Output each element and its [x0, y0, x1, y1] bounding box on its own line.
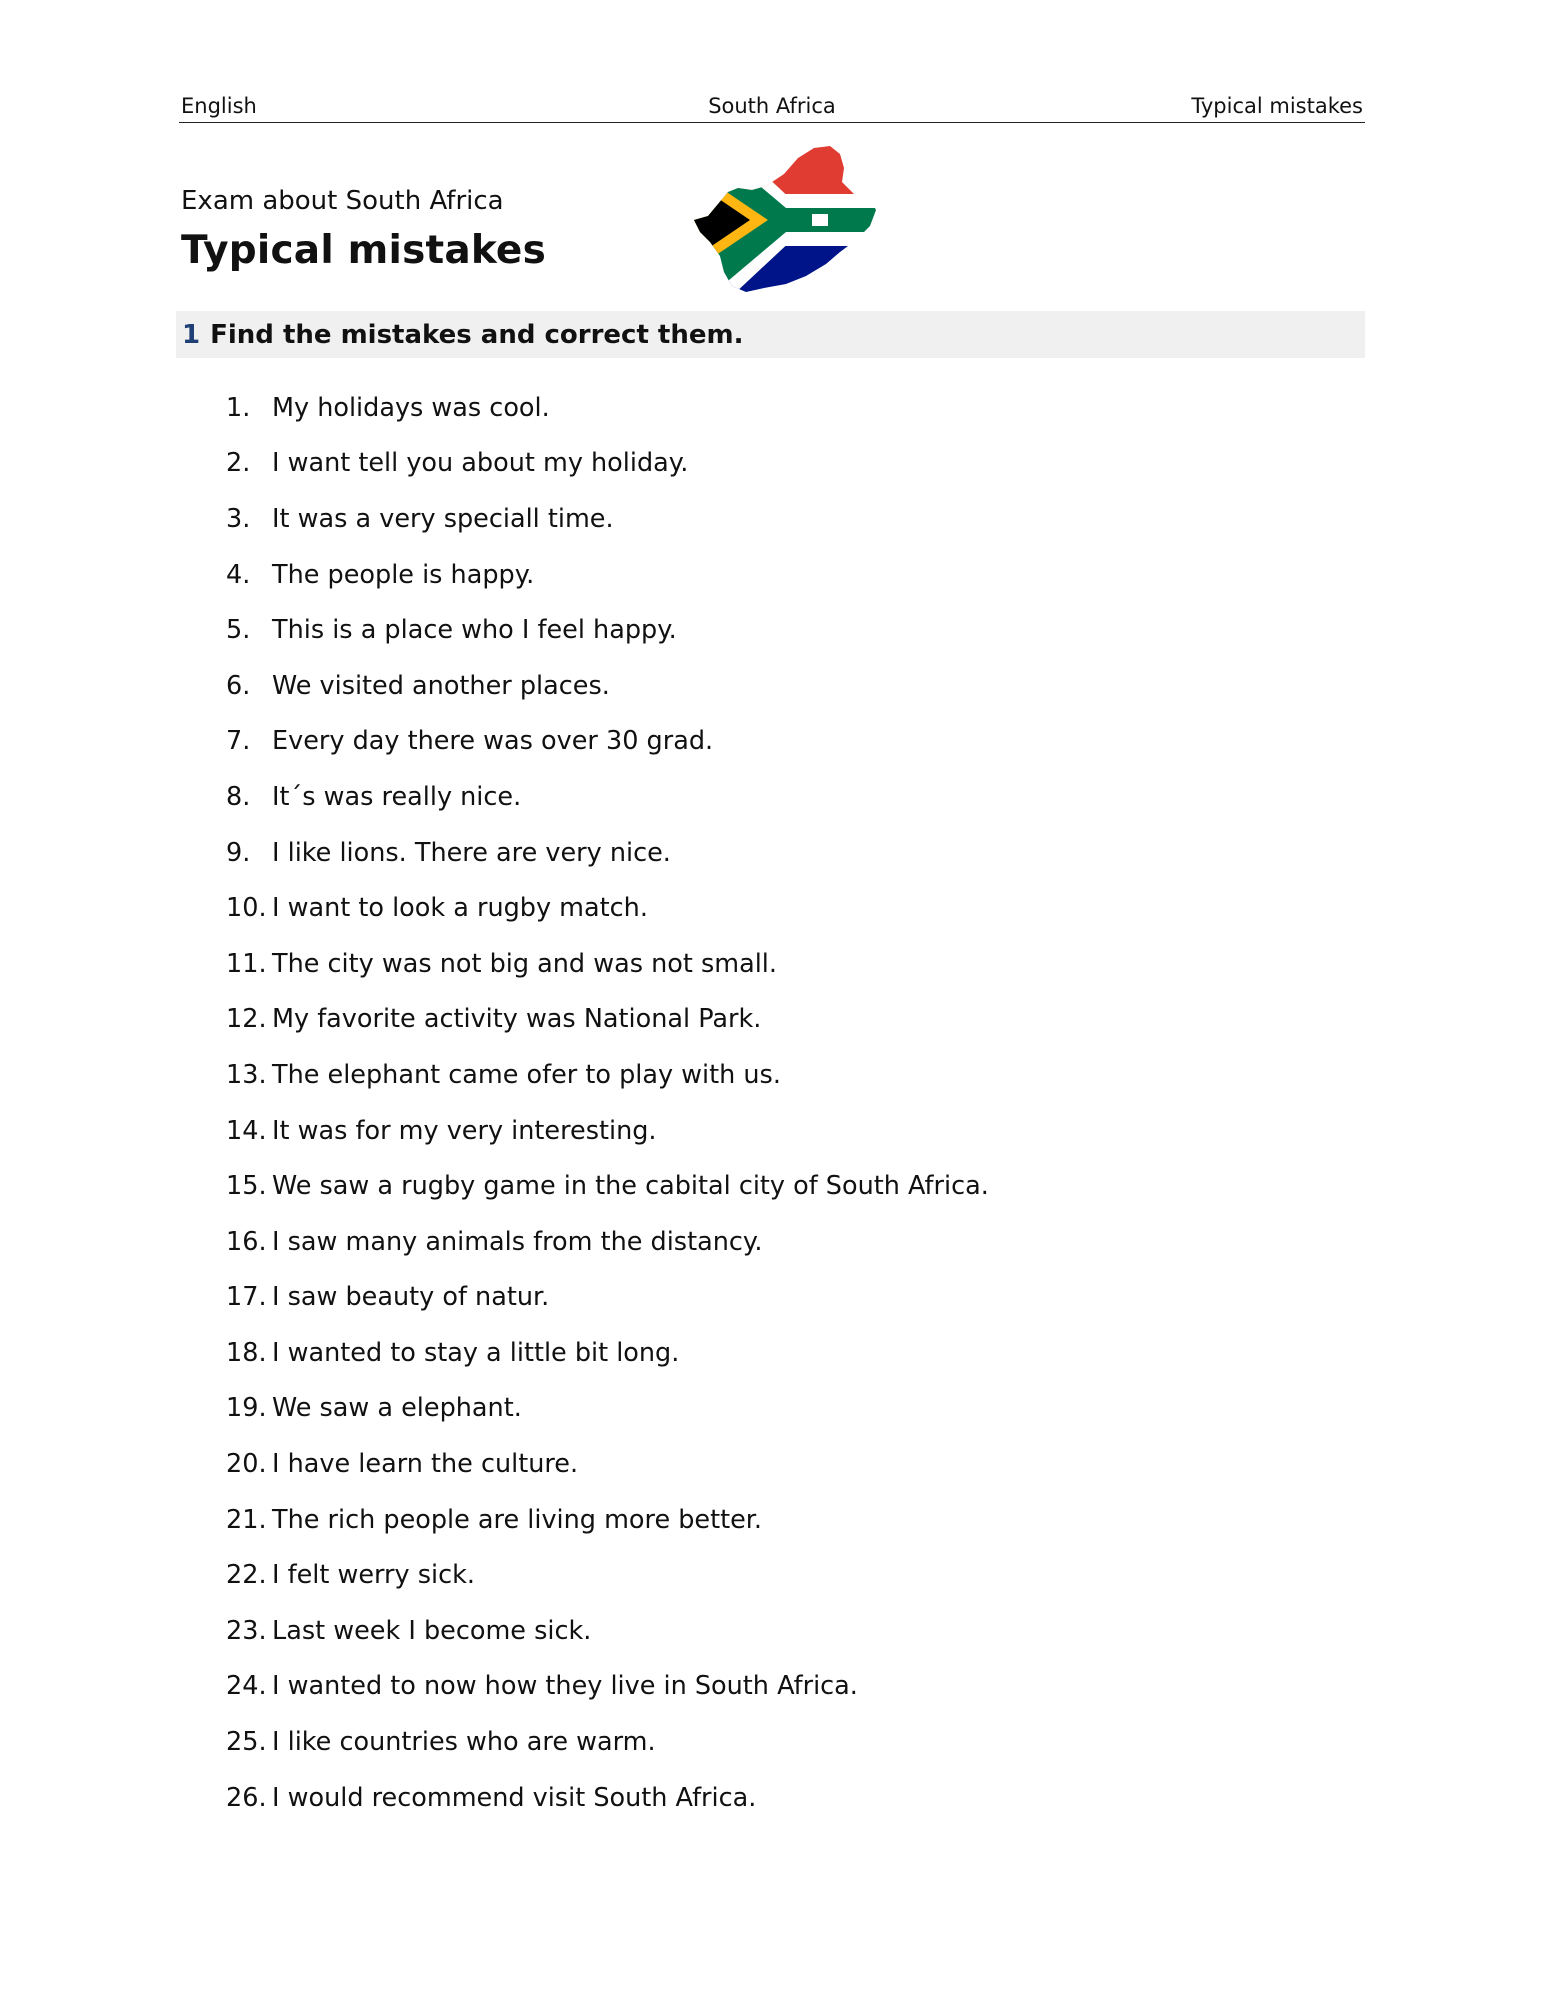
sentence-text: I have learn the culture. — [272, 1449, 579, 1480]
sentence-text: We saw a rugby game in the cabital city of South Africa. — [272, 1171, 989, 1202]
sentence-number: 4. — [226, 559, 251, 590]
sentence-text: It was for my very interesting. — [272, 1115, 657, 1146]
sentence-number: 22. — [226, 1560, 267, 1591]
sentence-text: The elephant came ofer to play with us. — [272, 1059, 781, 1090]
page-header — [179, 92, 1365, 123]
task-number: 1 — [182, 319, 201, 350]
sentence-text: It´s was really nice. — [272, 781, 522, 812]
list-item — [226, 491, 989, 547]
list-item — [226, 602, 989, 658]
sentence-number: 15. — [226, 1171, 267, 1202]
sentence-number: 17. — [226, 1282, 267, 1313]
list-item — [226, 714, 989, 770]
list-item — [226, 1103, 989, 1159]
sentence-number: 24. — [226, 1671, 267, 1702]
sentence-text: I saw many animals from the distancy. — [272, 1226, 763, 1257]
sentence-number: 20. — [226, 1449, 267, 1480]
sentence-text: The rich people are living more better. — [272, 1504, 763, 1535]
sentence-number: 3. — [226, 503, 251, 534]
list-item — [226, 825, 989, 881]
sentence-text: I wanted to now how they live in South Africa. — [272, 1671, 858, 1702]
sentence-text: This is a place who I feel happy. — [272, 615, 677, 646]
list-item — [226, 1436, 989, 1492]
list-item — [226, 936, 989, 992]
sentence-text: It was a very speciall time. — [272, 503, 614, 534]
sentence-number: 21. — [226, 1504, 267, 1535]
sentence-text: I felt werry sick. — [272, 1560, 476, 1591]
list-item — [226, 380, 989, 436]
sentence-number: 13. — [226, 1059, 267, 1090]
sentence-list — [226, 380, 989, 1825]
sentence-text: I like countries who are warm. — [272, 1727, 656, 1758]
sentence-text: I would recommend visit South Africa. — [272, 1782, 757, 1813]
sentence-text: We visited another places. — [272, 670, 610, 701]
task-instruction: Find the mistakes and correct them. — [210, 319, 744, 350]
sentence-number: 8. — [226, 781, 251, 812]
list-item — [226, 1214, 989, 1270]
sentence-number: 19. — [226, 1393, 267, 1424]
sentence-number: 26. — [226, 1782, 267, 1813]
sentence-text: Last week I become sick. — [272, 1615, 592, 1646]
sentence-number: 5. — [226, 615, 251, 646]
sentence-text: Every day there was over 30 grad. — [272, 726, 714, 757]
sentence-text: I wanted to stay a little bit long. — [272, 1337, 680, 1368]
exam-subtitle: Exam about South Africa — [181, 186, 504, 216]
header-topic: South Africa — [708, 94, 836, 118]
list-item — [226, 1047, 989, 1103]
list-item — [226, 880, 989, 936]
sentence-number: 16. — [226, 1226, 267, 1257]
sentence-number: 10. — [226, 893, 267, 924]
list-item — [226, 1381, 989, 1437]
sentence-text: My holidays was cool. — [272, 392, 550, 423]
sentence-number: 6. — [226, 670, 251, 701]
list-item — [226, 1270, 989, 1326]
list-item — [226, 1770, 989, 1826]
sentence-number: 23. — [226, 1615, 267, 1646]
sentence-text: The people is happy. — [272, 559, 535, 590]
sentence-text: I want to look a rugby match. — [272, 893, 648, 924]
list-item — [226, 1659, 989, 1715]
sentence-number: 2. — [226, 448, 251, 479]
list-item — [226, 1158, 989, 1214]
sentence-number: 11. — [226, 948, 267, 979]
list-item — [226, 1714, 989, 1770]
list-item — [226, 436, 989, 492]
sentence-text: I want tell you about my holiday. — [272, 448, 689, 479]
header-subject: English — [181, 94, 257, 118]
sentence-number: 18. — [226, 1337, 267, 1368]
page-title: Typical mistakes — [181, 228, 546, 273]
header-worksheet-title: Typical mistakes — [1191, 94, 1363, 118]
sentence-number: 7. — [226, 726, 251, 757]
sentence-text: My favorite activity was National Park. — [272, 1004, 762, 1035]
sentence-number: 14. — [226, 1115, 267, 1146]
sentence-number: 9. — [226, 837, 251, 868]
list-item — [226, 547, 989, 603]
list-item — [226, 769, 989, 825]
sentence-number: 25. — [226, 1727, 267, 1758]
task-instruction-bar — [176, 311, 1365, 358]
south-africa-flag-map-icon — [694, 146, 876, 294]
list-item — [226, 992, 989, 1048]
list-item — [226, 1603, 989, 1659]
sentence-text: I saw beauty of natur. — [272, 1282, 550, 1313]
list-item — [226, 1325, 989, 1381]
sentence-text: The city was not big and was not small. — [272, 948, 777, 979]
list-item — [226, 658, 989, 714]
sentence-number: 12. — [226, 1004, 267, 1035]
list-item — [226, 1492, 989, 1548]
sentence-number: 1. — [226, 392, 251, 423]
list-item — [226, 1547, 989, 1603]
sentence-text: We saw a elephant. — [272, 1393, 522, 1424]
sentence-text: I like lions. There are very nice. — [272, 837, 671, 868]
